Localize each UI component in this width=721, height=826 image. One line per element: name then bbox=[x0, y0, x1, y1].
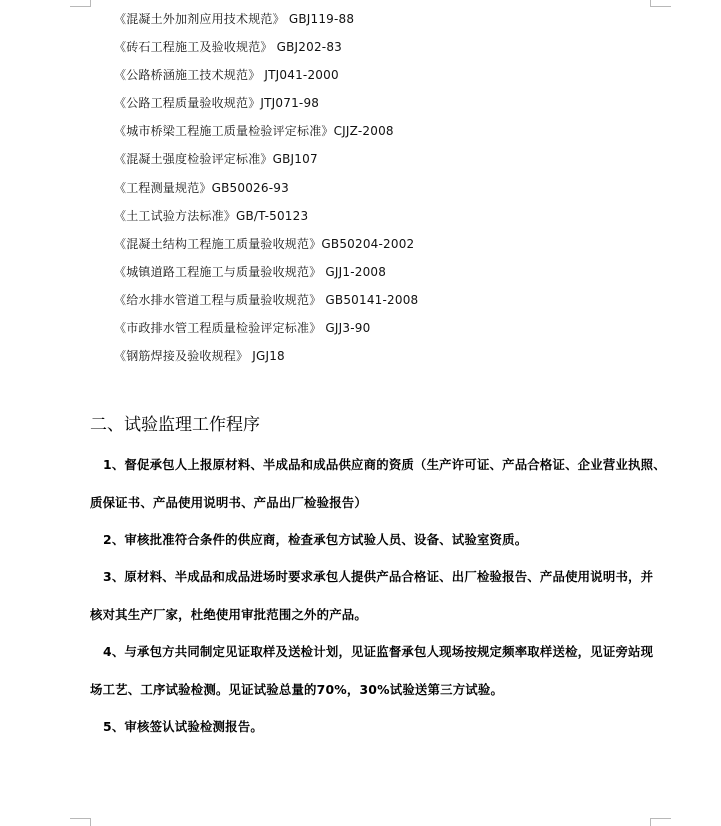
paragraph-line: 1、督促承包人上报原材料、半成品和成品供应商的资质（生产许可证、产品合格证、企业营业执照、 bbox=[103, 457, 666, 472]
crop-mark-top-right bbox=[651, 6, 671, 7]
standard-item: 《混凝土结构工程施工质量验收规范》GB50204-2002 bbox=[114, 236, 415, 251]
standard-item: 《工程测量规范》GB50026-93 bbox=[114, 180, 289, 195]
crop-mark-bottom-right bbox=[651, 818, 671, 819]
procedure-item-1 bbox=[90, 455, 666, 530]
standard-item: 《城镇道路工程施工与质量验收规范》 GJJ1-2008 bbox=[114, 264, 387, 279]
crop-mark-bottom-left bbox=[90, 818, 91, 826]
standard-item: 《公路工程质量验收规范》JTJ071-98 bbox=[114, 96, 320, 111]
crop-mark-bottom-right bbox=[650, 818, 651, 826]
standard-item: 《砖石工程施工及验收规范》 GBJ202-83 bbox=[114, 40, 342, 55]
crop-mark-bottom-left bbox=[70, 818, 90, 819]
paragraph-line: 4、与承包方共同制定见证取样及送检计划，见证监督承包人现场按规定频率取样送检，见证旁站现 bbox=[103, 644, 654, 659]
procedure-item-5 bbox=[90, 717, 666, 755]
paragraph-line: 质保证书、产品使用说明书、产品出厂检验报告） bbox=[90, 494, 367, 510]
standard-item: 《混凝土强度检验评定标准》GBJ107 bbox=[114, 152, 318, 167]
section-heading: 二、试验监理工作程序 bbox=[90, 415, 260, 435]
crop-mark-top-right bbox=[650, 0, 651, 7]
procedure-item-3 bbox=[90, 567, 666, 642]
standards-list bbox=[114, 5, 418, 370]
standard-item: 《钢筋焊接及验收规程》 JGJ18 bbox=[114, 349, 285, 364]
paragraph-line: 场工艺、工序试验检测。见证试验总量的70%，30%试验送第三方试验。 bbox=[90, 681, 504, 697]
paragraph-line: 2、审核批准符合条件的供应商，检查承包方试验人员、设备、试验室资质。 bbox=[103, 532, 528, 547]
paragraph-line: 3、原材料、半成品和成品进场时要求承包人提供产品合格证、出厂检验报告、产品使用说明书，并 bbox=[103, 569, 654, 584]
standard-item: 《公路桥涵施工技术规范》 JTJ041-2000 bbox=[114, 68, 339, 83]
procedure-item-4 bbox=[90, 642, 666, 717]
standard-item: 《土工试验方法标准》GB/T-50123 bbox=[114, 208, 309, 223]
standard-item: 《混凝土外加剂应用技术规范》 GBJ119-88 bbox=[114, 12, 355, 26]
standard-item: 《城市桥梁工程施工质量检验评定标准》CJJZ-2008 bbox=[114, 124, 394, 139]
standard-item: 《给水排水管道工程与质量验收规范》 GB50141-2008 bbox=[114, 292, 419, 307]
paragraph-line: 5、审核签认试验检测报告。 bbox=[103, 719, 263, 734]
procedure-item-2 bbox=[90, 530, 666, 568]
standard-item: 《市政排水管工程质量检验评定标准》 GJJ3-90 bbox=[114, 321, 371, 336]
paragraph-line: 核对其生产厂家，杜绝使用审批范围之外的产品。 bbox=[90, 606, 367, 622]
crop-mark-top-left bbox=[90, 0, 91, 7]
crop-mark-top-left bbox=[70, 6, 90, 7]
